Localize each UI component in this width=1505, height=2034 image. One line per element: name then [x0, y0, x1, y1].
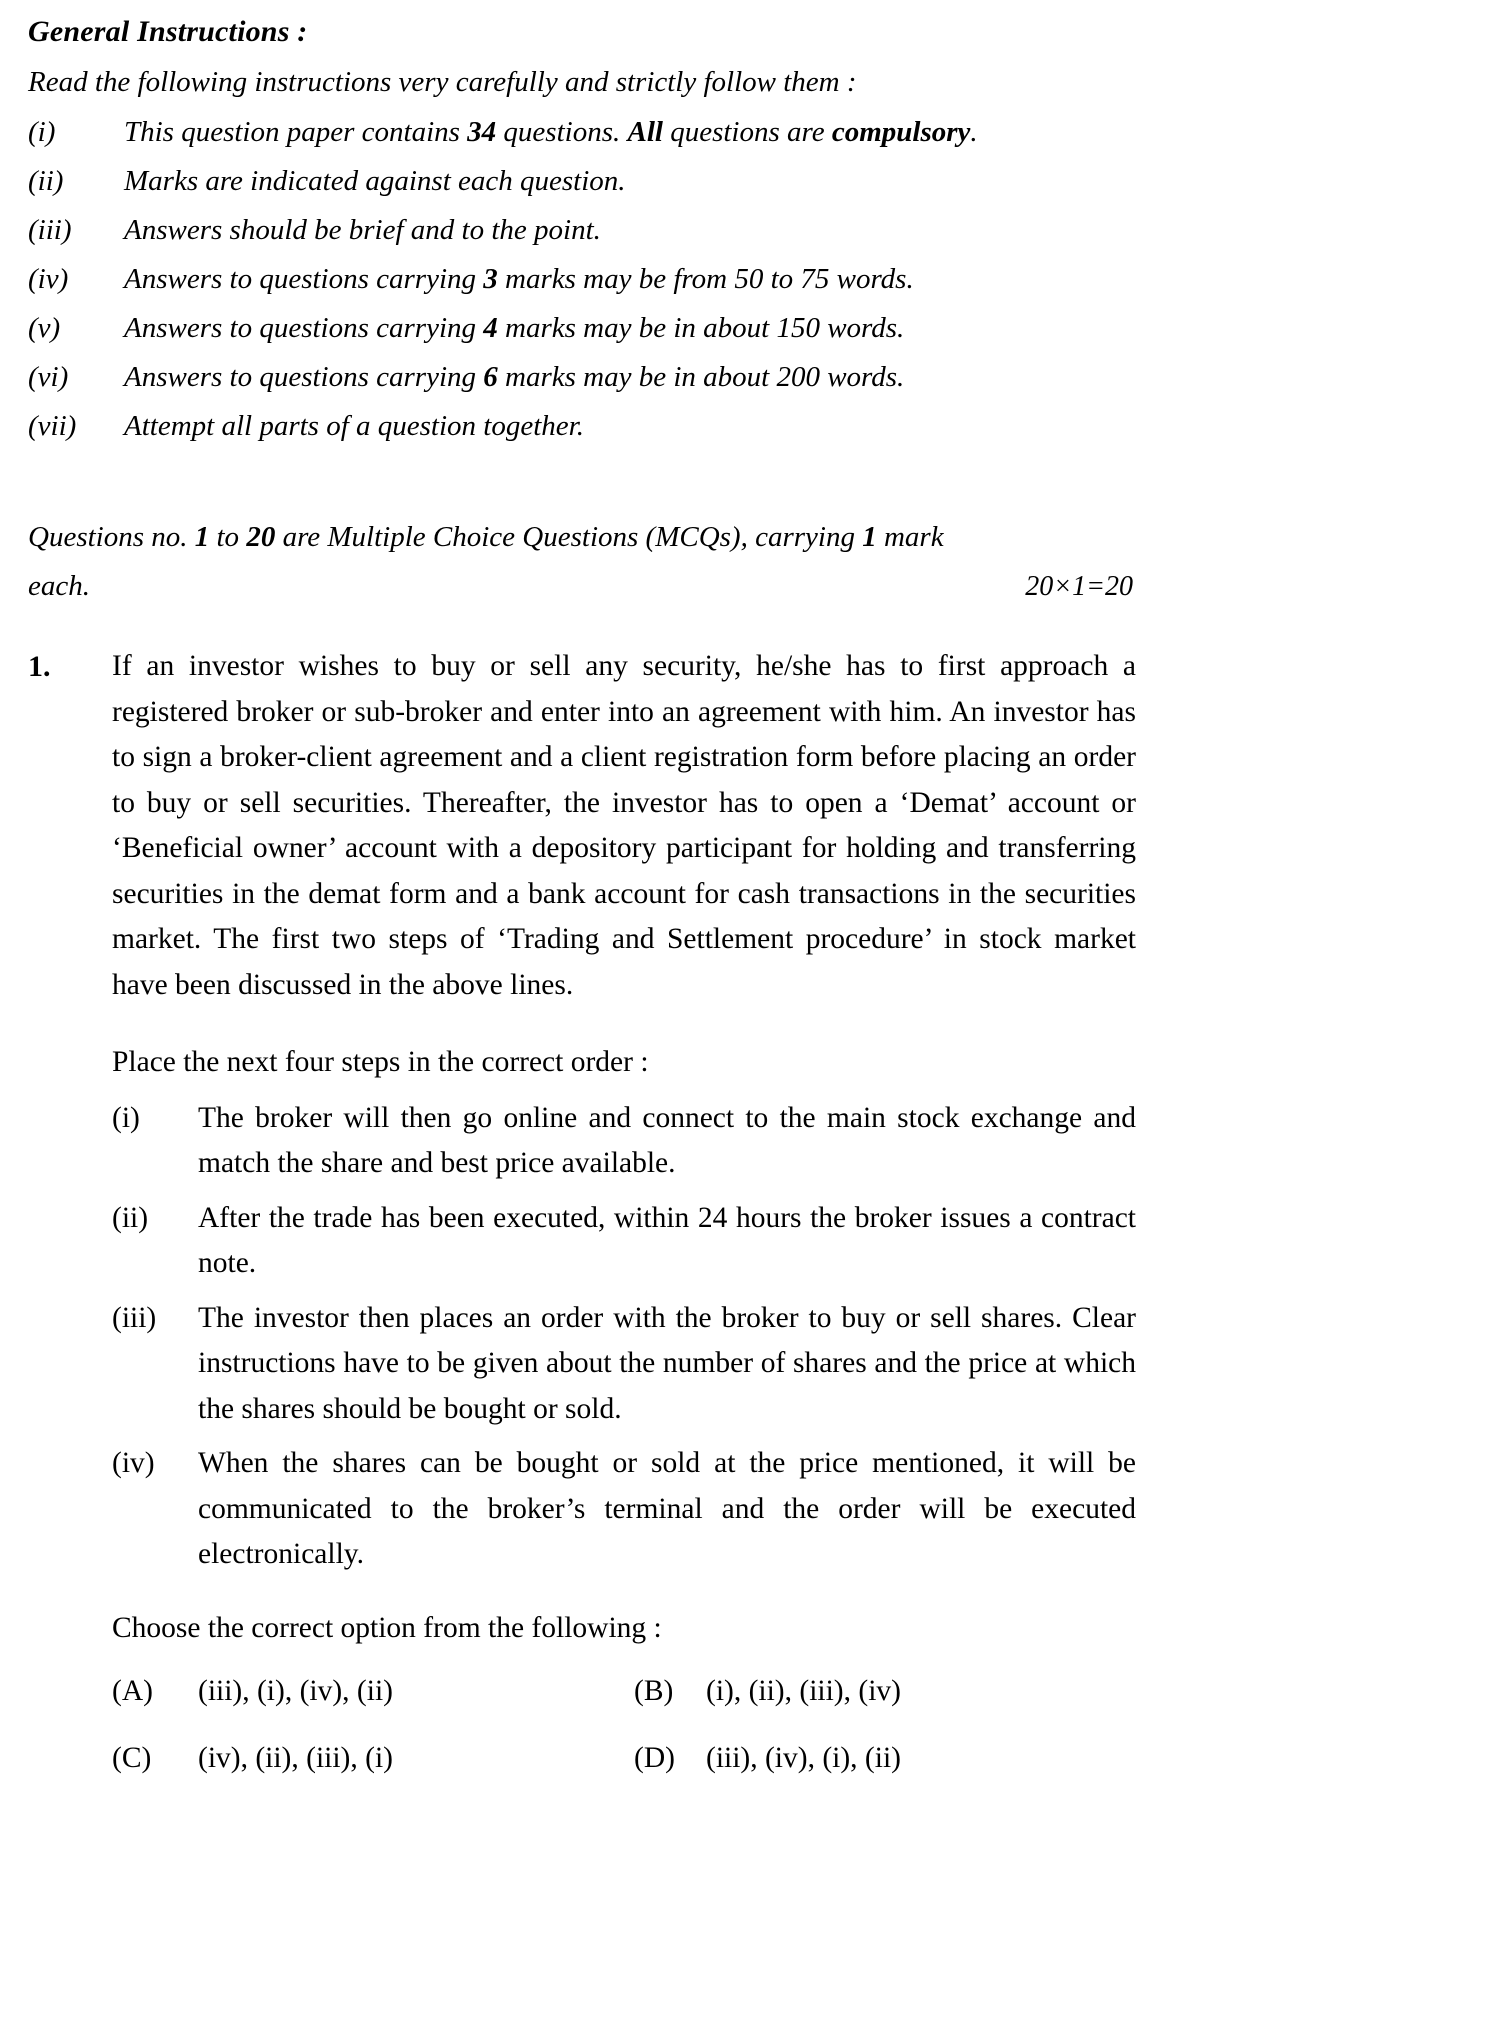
- choose-option-instruction: Choose the correct option from the following :: [112, 1611, 662, 1644]
- plain-text: are Multiple Choice Questions (MCQs), carrying: [275, 521, 863, 553]
- emphasis-text: 34: [467, 116, 497, 148]
- step-text: The broker will then go online and connect to the main stock exchange and match the share and best price available.: [198, 1101, 1136, 1179]
- emphasis-text: 3: [483, 263, 498, 295]
- question-passage: If an investor wishes to buy or sell any security, he/she has to first approach a registered broker or sub-broker and enter into an agreement with him. An investor has to sign a broker-client agreement and a client registration form before placing an order to buy or sell securities. Thereafter, the investor has to open a ‘Demat’ account or ‘Beneficial owner’ account with a depository participant for holding and transferring securities in the demat form and a bank account for cash transactions in the securities market. The first two steps of ‘Trading and Settlement procedure’ in stock market have been discussed in the above lines.: [112, 650, 1136, 1001]
- mcq-section-line1: [28, 513, 1133, 562]
- instruction-text: [124, 304, 1136, 353]
- emphasis-text: 1: [862, 521, 877, 553]
- option-label: (D): [634, 1741, 675, 1774]
- emphasis-text: 6: [483, 361, 498, 393]
- option-a[interactable]: [112, 1669, 634, 1715]
- step-marker: (ii): [112, 1201, 149, 1234]
- instruction-item: [28, 108, 1136, 157]
- instruction-marker: (vi): [28, 361, 69, 393]
- instruction-text: [124, 255, 1136, 304]
- mcq-section-each-label: each.: [28, 570, 90, 602]
- plain-text: marks may be in about 150 words.: [497, 312, 905, 344]
- plain-text: marks may be in about 200 words.: [497, 361, 905, 393]
- options-row: [112, 1736, 1134, 1782]
- plain-text: Answers to questions carrying: [124, 312, 484, 344]
- question-step: [112, 1196, 1136, 1287]
- plain-text: questions.: [496, 116, 628, 148]
- step-marker: (iii): [112, 1301, 157, 1334]
- instruction-item: [28, 255, 1136, 304]
- plain-text: Answers should be brief and to the point.: [124, 214, 601, 246]
- instruction-marker: (iv): [28, 263, 69, 295]
- step-text: After the trade has been executed, within 24 hours the broker issues a contract note.: [198, 1201, 1136, 1279]
- instructions-list: [28, 108, 1136, 451]
- plain-text: Attempt all parts of a question together.: [124, 410, 584, 442]
- emphasis-text: 1: [194, 521, 210, 553]
- emphasis-text: All: [627, 116, 663, 148]
- option-value: (iii), (i), (iv), (ii): [198, 1675, 393, 1707]
- option-d[interactable]: [634, 1736, 1134, 1782]
- question-step: [112, 1296, 1136, 1433]
- plain-text: Marks are indicated against each question.: [124, 165, 626, 197]
- step-marker: (i): [112, 1101, 140, 1134]
- instruction-marker: (ii): [28, 165, 64, 197]
- instruction-text: [124, 157, 1136, 206]
- mcq-marks-allocation: 20×1=20: [1025, 571, 1133, 602]
- question-number: 1.: [28, 650, 51, 683]
- instruction-text: [124, 353, 1136, 402]
- question-body: [112, 644, 1136, 1781]
- plain-text: Questions no.: [28, 521, 195, 553]
- instruction-text: [124, 402, 1136, 451]
- plain-text: Answers to questions carrying: [124, 263, 484, 295]
- option-label: (C): [112, 1741, 152, 1774]
- step-text: The investor then places an order with the broker to buy or sell shares. Clear instructions have to be given about the number of shares and the price at which the shares should be bought or sold.: [198, 1301, 1136, 1425]
- plain-text: questions are: [662, 116, 832, 148]
- question-lead-in: Place the next four steps in the correct order :: [112, 1046, 649, 1078]
- options-row: [112, 1669, 1134, 1715]
- general-instructions-heading: General Instructions :: [28, 15, 308, 48]
- emphasis-text: 20: [246, 521, 276, 553]
- option-value: (iv), (ii), (iii), (i): [198, 1741, 393, 1774]
- instruction-item: [28, 304, 1136, 353]
- emphasis-text: 4: [483, 312, 498, 344]
- instruction-item: [28, 353, 1136, 402]
- plain-text: This question paper contains: [124, 116, 468, 148]
- instruction-item: [28, 206, 1136, 255]
- step-text: When the shares can be bought or sold at the price mentioned, it will be communicated to the broker’s terminal and the order will be executed electronically.: [198, 1447, 1136, 1570]
- question-options: [112, 1669, 1134, 1781]
- instruction-text: [124, 206, 1136, 255]
- general-instructions-subheading: Read the following instructions very carefully and strictly follow them :: [28, 66, 857, 98]
- instruction-marker: (vii): [28, 410, 77, 442]
- question-1: [28, 644, 1136, 1781]
- emphasis-text: compulsory: [831, 116, 971, 148]
- question-step: [112, 1096, 1136, 1187]
- plain-text: .: [970, 116, 978, 148]
- option-b[interactable]: [634, 1669, 1134, 1715]
- instruction-marker: (i): [28, 116, 56, 148]
- instruction-text: [124, 108, 1136, 157]
- plain-text: mark: [876, 521, 944, 553]
- page-content: [28, 8, 1136, 1781]
- option-c[interactable]: [112, 1736, 634, 1782]
- mcq-section-line2: [28, 562, 1133, 611]
- option-value: (iii), (iv), (i), (ii): [706, 1741, 901, 1774]
- option-value: (i), (ii), (iii), (iv): [706, 1675, 901, 1707]
- question-steps-list: [112, 1096, 1136, 1578]
- mcq-section-header: [28, 513, 1136, 611]
- instruction-item: [28, 157, 1136, 206]
- step-marker: (iv): [112, 1447, 155, 1479]
- plain-text: marks may be from 50 to 75 words.: [497, 263, 914, 295]
- question-step: [112, 1441, 1136, 1578]
- instruction-marker: (iii): [28, 214, 72, 246]
- instruction-item: [28, 402, 1136, 451]
- option-label: (B): [634, 1675, 674, 1707]
- plain-text: Answers to questions carrying: [124, 361, 484, 393]
- plain-text: to: [209, 521, 247, 553]
- option-label: (A): [112, 1675, 153, 1707]
- instruction-marker: (v): [28, 312, 61, 344]
